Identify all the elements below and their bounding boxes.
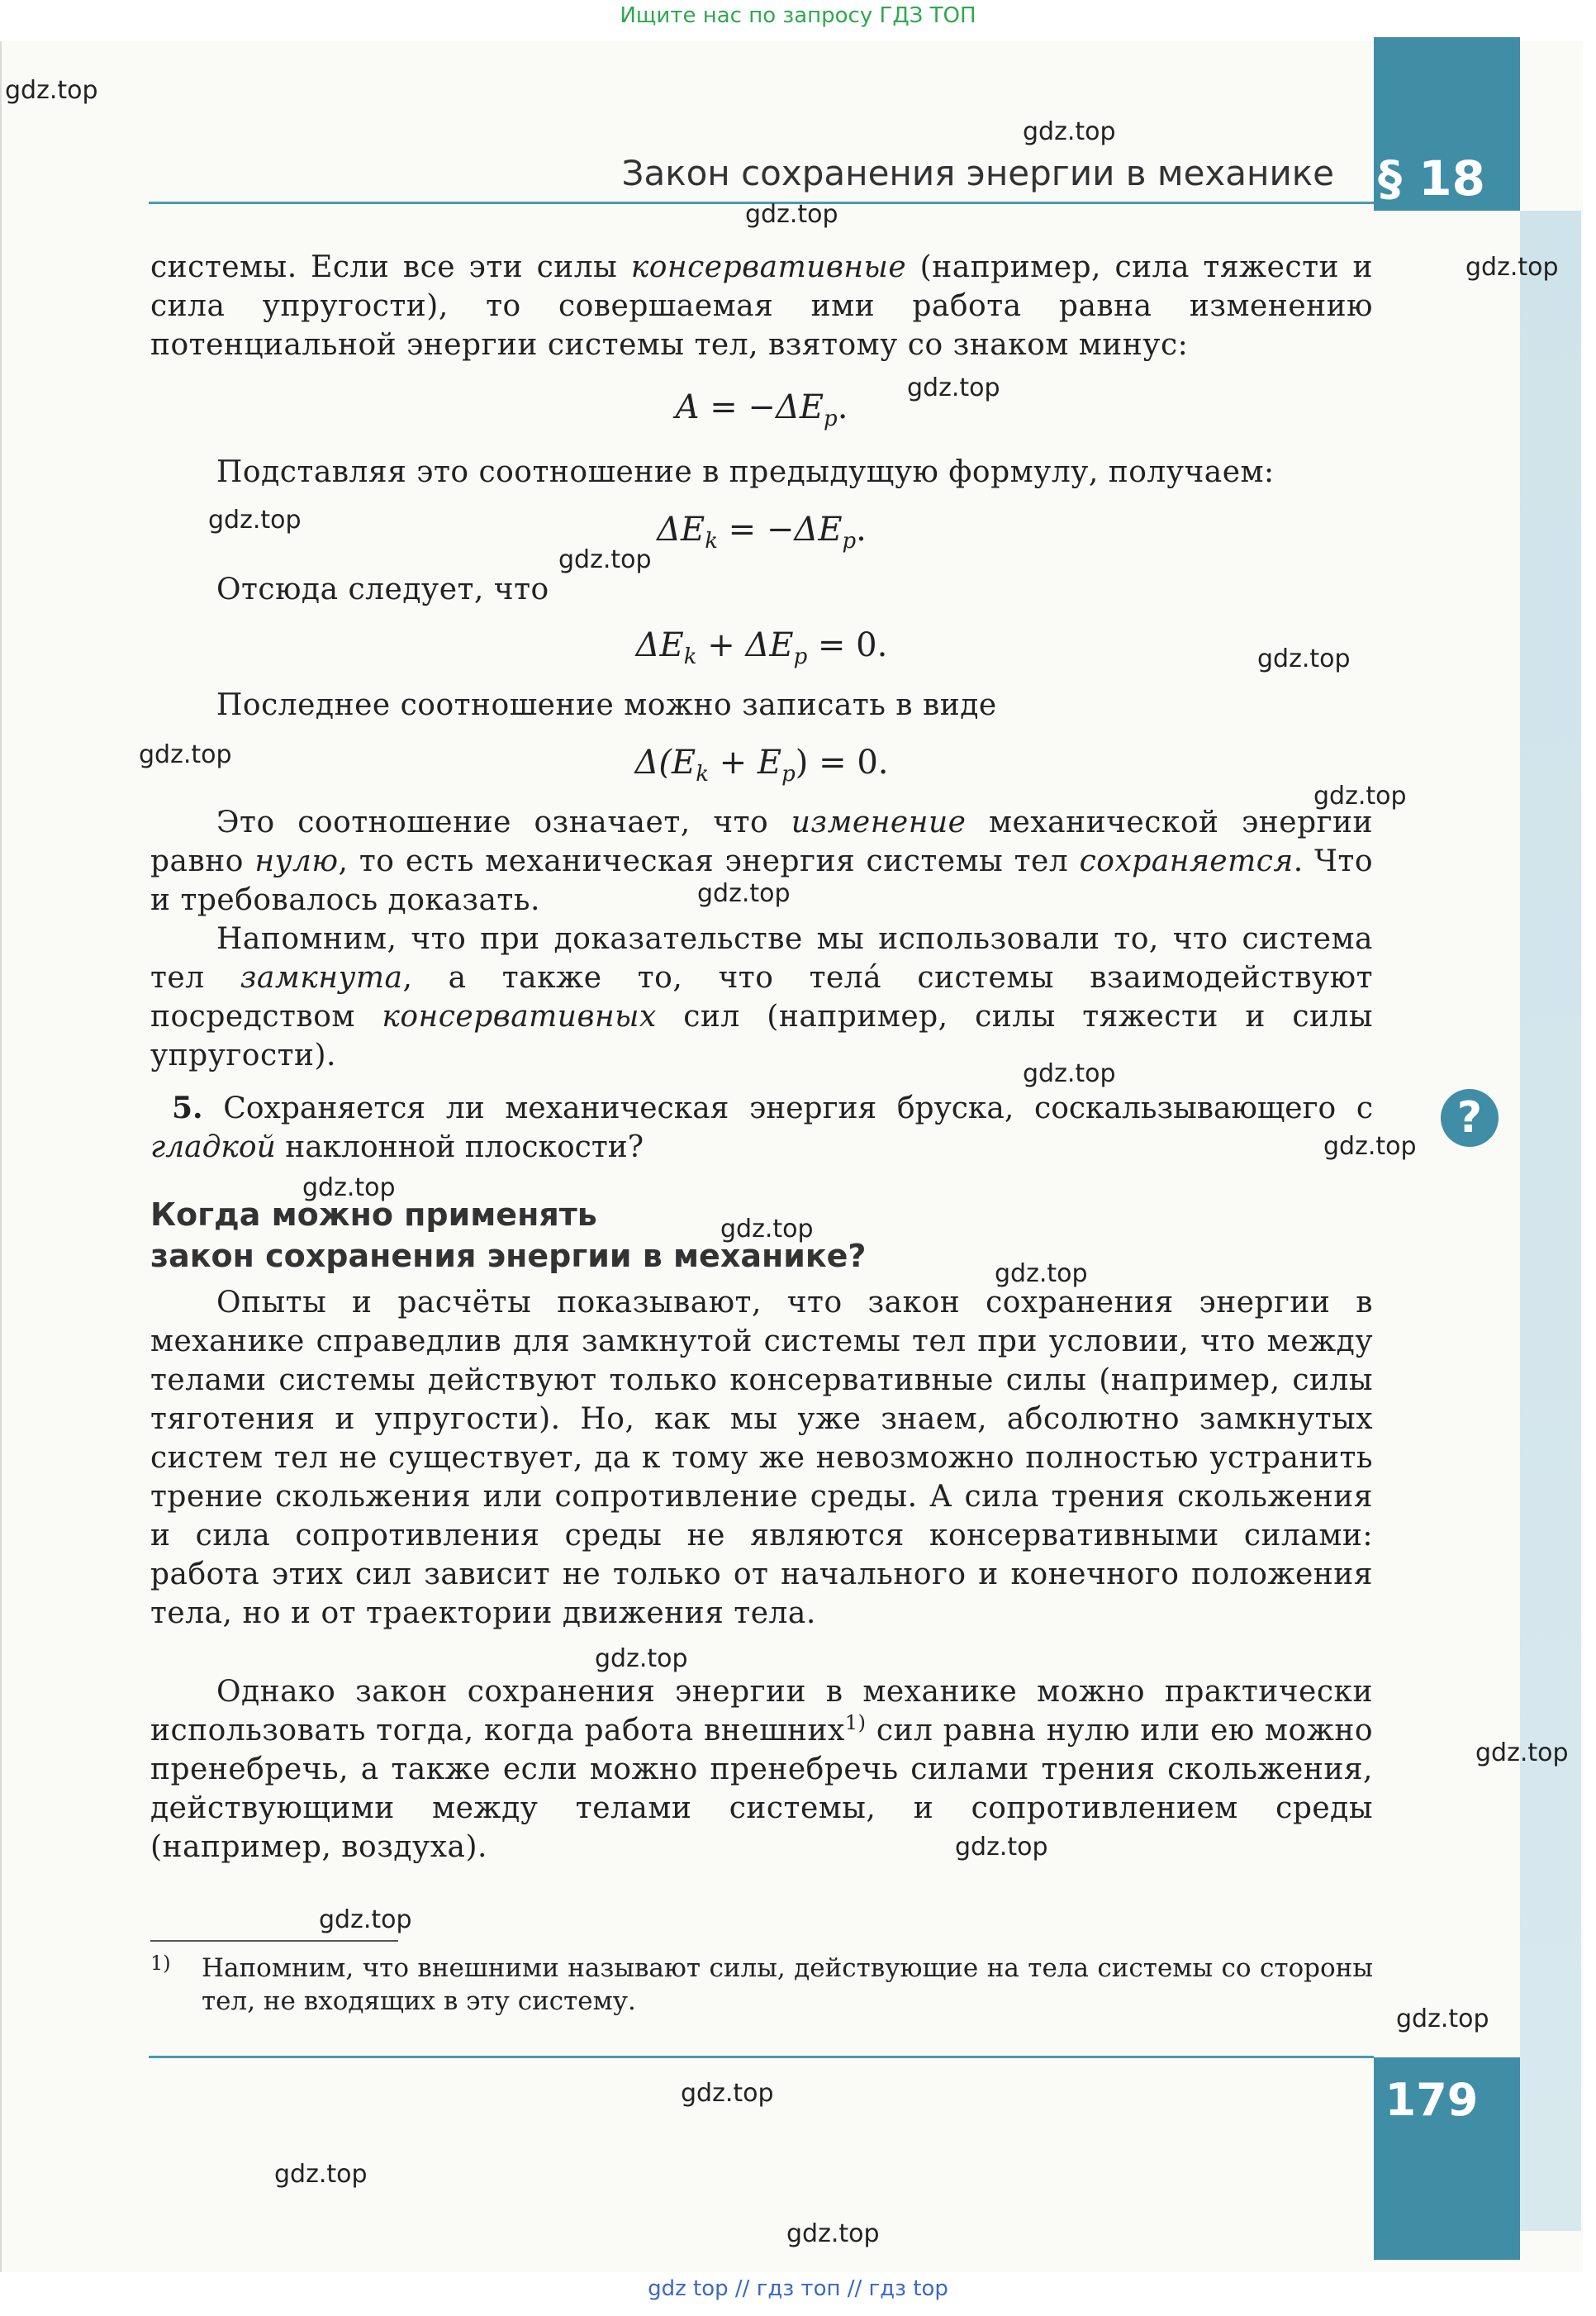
page-number: 179: [1385, 2074, 1479, 2126]
watermark: gdz.top: [1396, 2005, 1489, 2033]
footnote: 1) Напомним, что внешними называют силы, действующие на тела системы со стороны тел, не входящих в эту систему.: [150, 1952, 1373, 2016]
watermark: gdz.top: [1023, 1059, 1116, 1088]
watermark: gdz.top: [1313, 782, 1407, 811]
subheading: Когда можно применять закон сохранения энергии в механике?: [150, 1196, 867, 1274]
watermark: gdz.top: [302, 1173, 396, 1202]
paragraph-7: Опыты и расчёты показывают, что закон сохранения энергии в механике справедлив для замкнутой системы тел при условии, что между телами системы действуют только консервативные силы (например, силы тяготения и упругости). Но, как мы уже знаем, абсолютно замкнутых систем тел не существует, да к тому же невозможно полностью устранить трение скольжения или сопротивление среды. А сила трения скольжения и сила сопротивления среды не являются консервативными силами: работа этих сил зависит не только от начального и конечного положения тела, но и от траектории движения тела.: [150, 1286, 1373, 1630]
watermark: gdz.top: [697, 879, 791, 908]
formula-kinetic-potential: $\Delta E_k = -\Delta E_p$.: [657, 511, 867, 554]
formula-sum-zero: $\Delta E_k + \Delta E_p = 0$.: [635, 626, 888, 669]
watermark: gdz.top: [274, 2160, 368, 2189]
watermark: gdz.top: [786, 2219, 880, 2248]
top-banner: Ищите нас по запросу ГДЗ ТОП: [620, 3, 976, 28]
watermark: gdz.top: [907, 373, 1000, 402]
paragraph-5: Это соотношение означает, что изменение механической энергии равно нулю, то есть механическая энергия системы тел сохраняется. Что и требовалось доказать.: [150, 806, 1373, 917]
watermark: gdz.top: [595, 1644, 688, 1673]
watermark: gdz.top: [319, 1905, 412, 1934]
bottom-banner: gdz top // гдз топ // гдз top: [648, 2276, 948, 2301]
watermark: gdz.top: [1257, 644, 1351, 673]
watermark: gdz.top: [5, 76, 98, 105]
watermark: gdz.top: [1465, 253, 1559, 282]
watermark: gdz.top: [1475, 1738, 1569, 1767]
paragraph-6: Напомним, что при доказательстве мы использовали то, что система тел замкнута, а также то, что телá системы взаимодействуют посредством консервативных сил (например, силы тяжести и силы упругости).: [150, 922, 1373, 1072]
watermark: gdz.top: [208, 506, 302, 535]
paragraph-8: Однако закон сохранения энергии в механике можно практически использовать тогда, когда работа внешних$^{1)}$ сил равна нулю или ею можно пренебречь, а также если можно пренебречь силами трения скольжения, действующими между телами системы, и сопротивлением среды (например, воздуха).: [150, 1675, 1373, 1864]
watermark: gdz.top: [995, 1259, 1088, 1288]
formula-delta-sum: $\Delta(E_k + E_p) = 0$.: [634, 744, 889, 787]
paragraph-2: Подставляя это соотношение в предыдущую формулу, получаем:: [216, 455, 1275, 489]
watermark: gdz.top: [745, 200, 838, 229]
section-number: § 18: [1378, 150, 1485, 207]
watermark: gdz.top: [558, 545, 652, 574]
watermark: gdz.top: [681, 2079, 774, 2108]
paragraph-4: Последнее соотношение можно записать в виде: [216, 688, 997, 722]
question-5: 5. Сохраняется ли механическая энергия бруска, соскальзывающего с гладкой наклонной плоскости?: [150, 1091, 1373, 1164]
paragraph-1: системы. Если все эти силы консервативные (например, сила тяжести и сила упругости), то совершаемая ими работа равна изменению потенциальной энергии системы тел, взятому со знаком минус:: [150, 250, 1373, 362]
footnote-divider: [150, 1940, 398, 1942]
question-mark-icon: ?: [1441, 1089, 1499, 1147]
watermark: gdz.top: [720, 1215, 814, 1244]
page-header-title: Закон сохранения энергии в механике: [621, 153, 1334, 193]
paragraph-3: Отсюда следует, что: [216, 573, 549, 606]
watermark: gdz.top: [139, 740, 232, 769]
watermark: gdz.top: [1023, 117, 1116, 146]
watermark: gdz.top: [955, 1833, 1048, 1862]
watermark: gdz.top: [1323, 1132, 1417, 1161]
footer-divider: [149, 2056, 1374, 2058]
formula-work-potential: $A = -\Delta E_p$.: [675, 388, 848, 431]
side-margin-stripe: [1520, 211, 1581, 2231]
